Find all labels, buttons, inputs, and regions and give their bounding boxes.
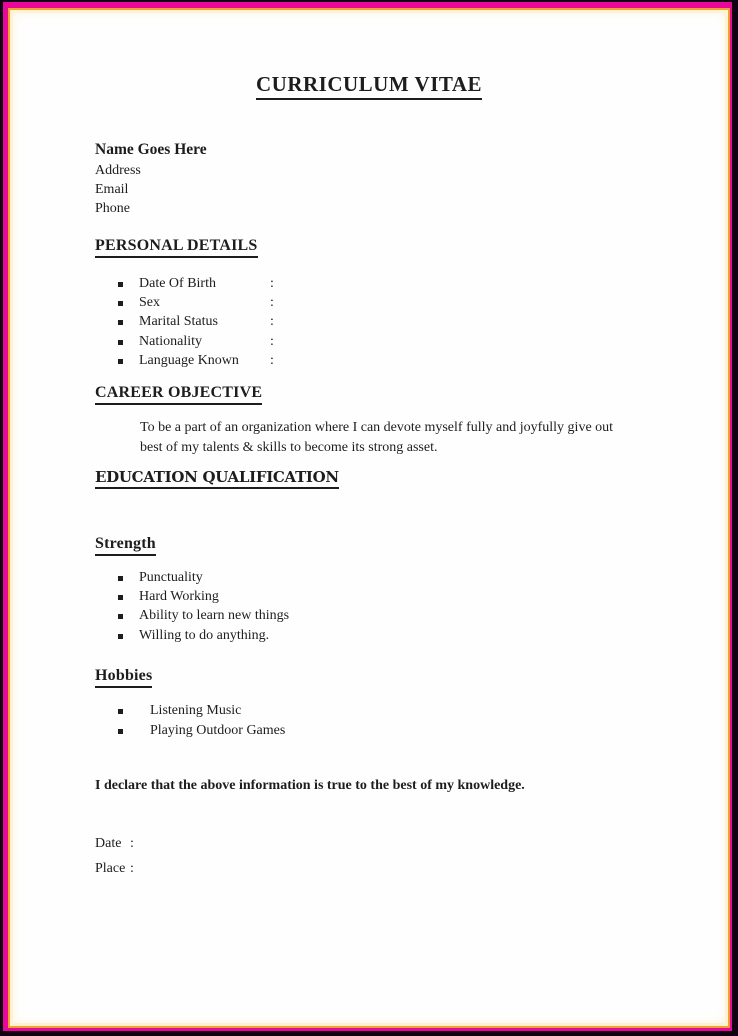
candidate-name: Name Goes Here — [95, 141, 207, 158]
declaration-statement: I declare that the above information is true to the best of my knowledge. — [95, 778, 525, 793]
personal-detail-row — [118, 295, 538, 314]
strength-item: Ability to learn new things — [118, 608, 538, 627]
square-bullet-icon — [118, 340, 123, 345]
square-bullet-icon — [118, 282, 123, 287]
strength-item: Hard Working — [118, 589, 538, 608]
detail-label: Language Known — [139, 353, 239, 368]
detail-label: Marital Status — [139, 314, 218, 329]
date-colon: : — [130, 836, 134, 851]
hobbies-heading: Hobbies — [95, 667, 152, 688]
square-bullet-icon — [118, 709, 123, 714]
detail-label: Nationality — [139, 334, 202, 349]
career-objective-text-line: To be a part of an organization where I can devote myself fully and joyfully give out — [140, 420, 614, 435]
square-bullet-icon — [118, 320, 123, 325]
hobby-item: Playing Outdoor Games — [118, 723, 538, 742]
strength-heading: Strength — [95, 535, 156, 556]
personal-details-heading: PERSONAL DETAILS — [95, 237, 258, 258]
square-bullet-icon — [118, 301, 123, 306]
email-line: Email — [95, 182, 129, 197]
personal-detail-row — [118, 314, 538, 333]
personal-detail-row — [118, 353, 538, 372]
document-title-text: CURRICULUM VITAE — [256, 72, 482, 100]
date-label: Date — [95, 836, 122, 851]
career-objective-heading: CAREER OBJECTIVE — [95, 384, 262, 405]
detail-colon: : — [270, 314, 274, 329]
hobby-item: Listening Music — [118, 703, 538, 722]
square-bullet-icon — [118, 729, 123, 734]
place-row — [95, 861, 215, 877]
place-colon: : — [130, 861, 134, 876]
detail-colon: : — [270, 353, 274, 368]
strength-item: Willing to do anything. — [118, 628, 538, 647]
detail-colon: : — [270, 295, 274, 310]
phone-line: Phone — [95, 201, 130, 216]
square-bullet-icon — [118, 614, 123, 619]
square-bullet-icon — [118, 359, 123, 364]
square-bullet-icon — [118, 595, 123, 600]
square-bullet-icon — [118, 576, 123, 581]
education-qualification-heading: EDUCATION QUALIFICATION — [95, 468, 339, 489]
personal-detail-row — [118, 334, 538, 353]
strength-item: Punctuality — [118, 570, 538, 589]
document-title — [0, 72, 738, 100]
detail-colon: : — [270, 334, 274, 349]
address-line: Address — [95, 163, 141, 178]
square-bullet-icon — [118, 634, 123, 639]
personal-detail-row — [118, 276, 538, 295]
detail-label: Date Of Birth — [139, 276, 216, 291]
date-row — [95, 836, 215, 852]
detail-colon: : — [270, 276, 274, 291]
place-label: Place — [95, 861, 126, 876]
detail-label: Sex — [139, 295, 160, 310]
career-objective-text-line: best of my talents & skills to become its strong asset. — [140, 440, 438, 455]
